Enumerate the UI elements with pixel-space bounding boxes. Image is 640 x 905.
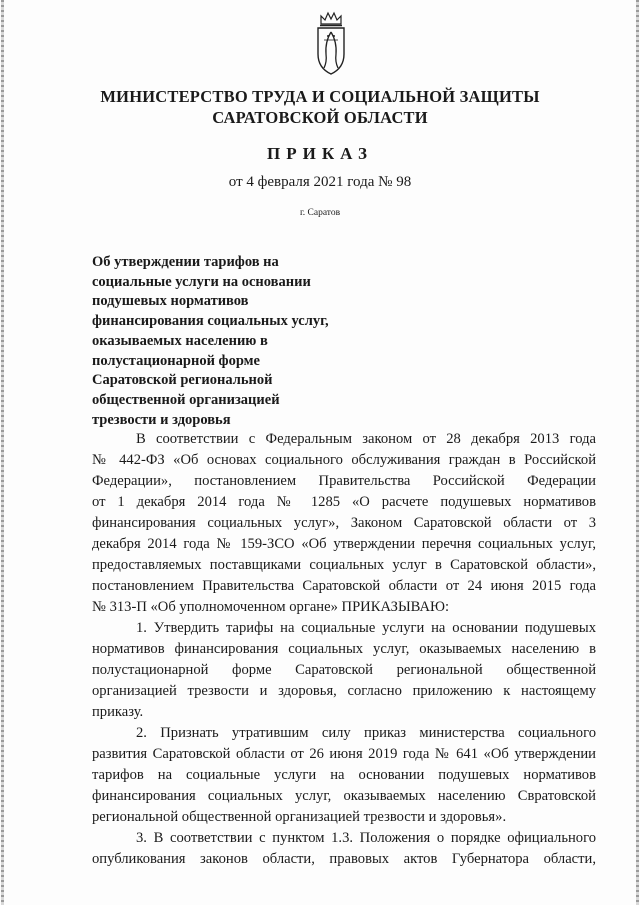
body-line: В соответствии с Федеральным законом от 28 декабря 2013 года: [136, 431, 596, 447]
body-line: № 313-П «Об уполномоченном органе» ПРИКАЗЫВАЮ:: [92, 599, 450, 615]
body-line: приказу.: [92, 704, 144, 720]
body-line: региональной общественной организацией трезвости и здоровья».: [92, 809, 507, 825]
body-line: финансирования социальных услуг», Законом Саратовской области от 3: [92, 515, 596, 531]
body-line: 2. Признать утратившим силу приказ министерства социального: [136, 725, 596, 741]
body-line: постановлением Правительства Саратовской области от 24 июня 2015 года: [92, 578, 596, 594]
ministry-name-line1: МИНИСТЕРСТВО ТРУДА И СОЦИАЛЬНОЙ ЗАЩИТЫ: [100, 87, 540, 106]
body-line: организацией трезвости и здоровья, согласно приложению к настоящему: [92, 683, 596, 699]
order-body: [92, 429, 596, 870]
ministry-name-line2: САРАТОВСКОЙ ОБЛАСТИ: [212, 108, 428, 127]
title-line: подушевых нормативов: [92, 293, 249, 310]
body-line: 1. Утвердить тарифы на социальные услуги на основании подушевых: [136, 620, 596, 636]
body-line: декабря 2014 года № 159-ЗСО «Об утверждении перечня социальных услуг,: [92, 536, 596, 552]
saratov-coat-of-arms-icon: [304, 10, 358, 80]
body-line: 3. В соответствии с пунктом 1.3. Положения о порядке официального: [136, 830, 596, 846]
title-line: общественной организацией: [92, 391, 280, 408]
title-line: полустационарной форме: [92, 352, 260, 369]
issue-city: г. Саратов: [299, 208, 341, 218]
body-line: предоставляемых поставщиками социальных услуг в Саратовской области»,: [92, 557, 596, 573]
order-date-number: от 4 февраля 2021 года № 98: [228, 174, 412, 190]
title-line: финансирования социальных услуг,: [92, 313, 329, 330]
scan-edge-right: [636, 0, 639, 905]
body-line: нормативов финансирования социальных услуг, оказываемых населению в: [92, 641, 596, 657]
body-line: от 1 декабря 2014 года № 1285 «О расчете подушевых нормативов: [92, 494, 596, 510]
document-type-heading: ПРИКАЗ: [267, 144, 373, 163]
title-line: трезвости и здоровья: [92, 411, 231, 428]
title-line: Об утверждении тарифов на: [92, 254, 279, 270]
body-line: Федерации», постановлением Правительства Российской Федерации: [92, 473, 596, 489]
body-line: № 442-ФЗ «Об основах социального обслуживания граждан в Российской: [92, 452, 596, 468]
order-title: [92, 253, 392, 430]
title-line: Саратовской региональной: [92, 372, 273, 389]
body-line: тарифов на социальные услуги на основании подушевых нормативов: [92, 767, 596, 783]
title-line: социальные услуги на основании: [92, 273, 311, 290]
body-line: финансирования социальных услуг, оказываемых населению Свратовской: [92, 788, 596, 804]
title-line: оказываемых населению в: [92, 332, 268, 349]
body-line: опубликования законов области, правовых актов Губернатора области,: [92, 851, 596, 867]
body-line: полустационарной форме Саратовской региональной общественной: [92, 662, 596, 678]
scan-edge-left: [1, 0, 4, 905]
body-line: развития Саратовской области от 26 июня 2019 года № 641 «Об утверждении: [92, 746, 596, 762]
